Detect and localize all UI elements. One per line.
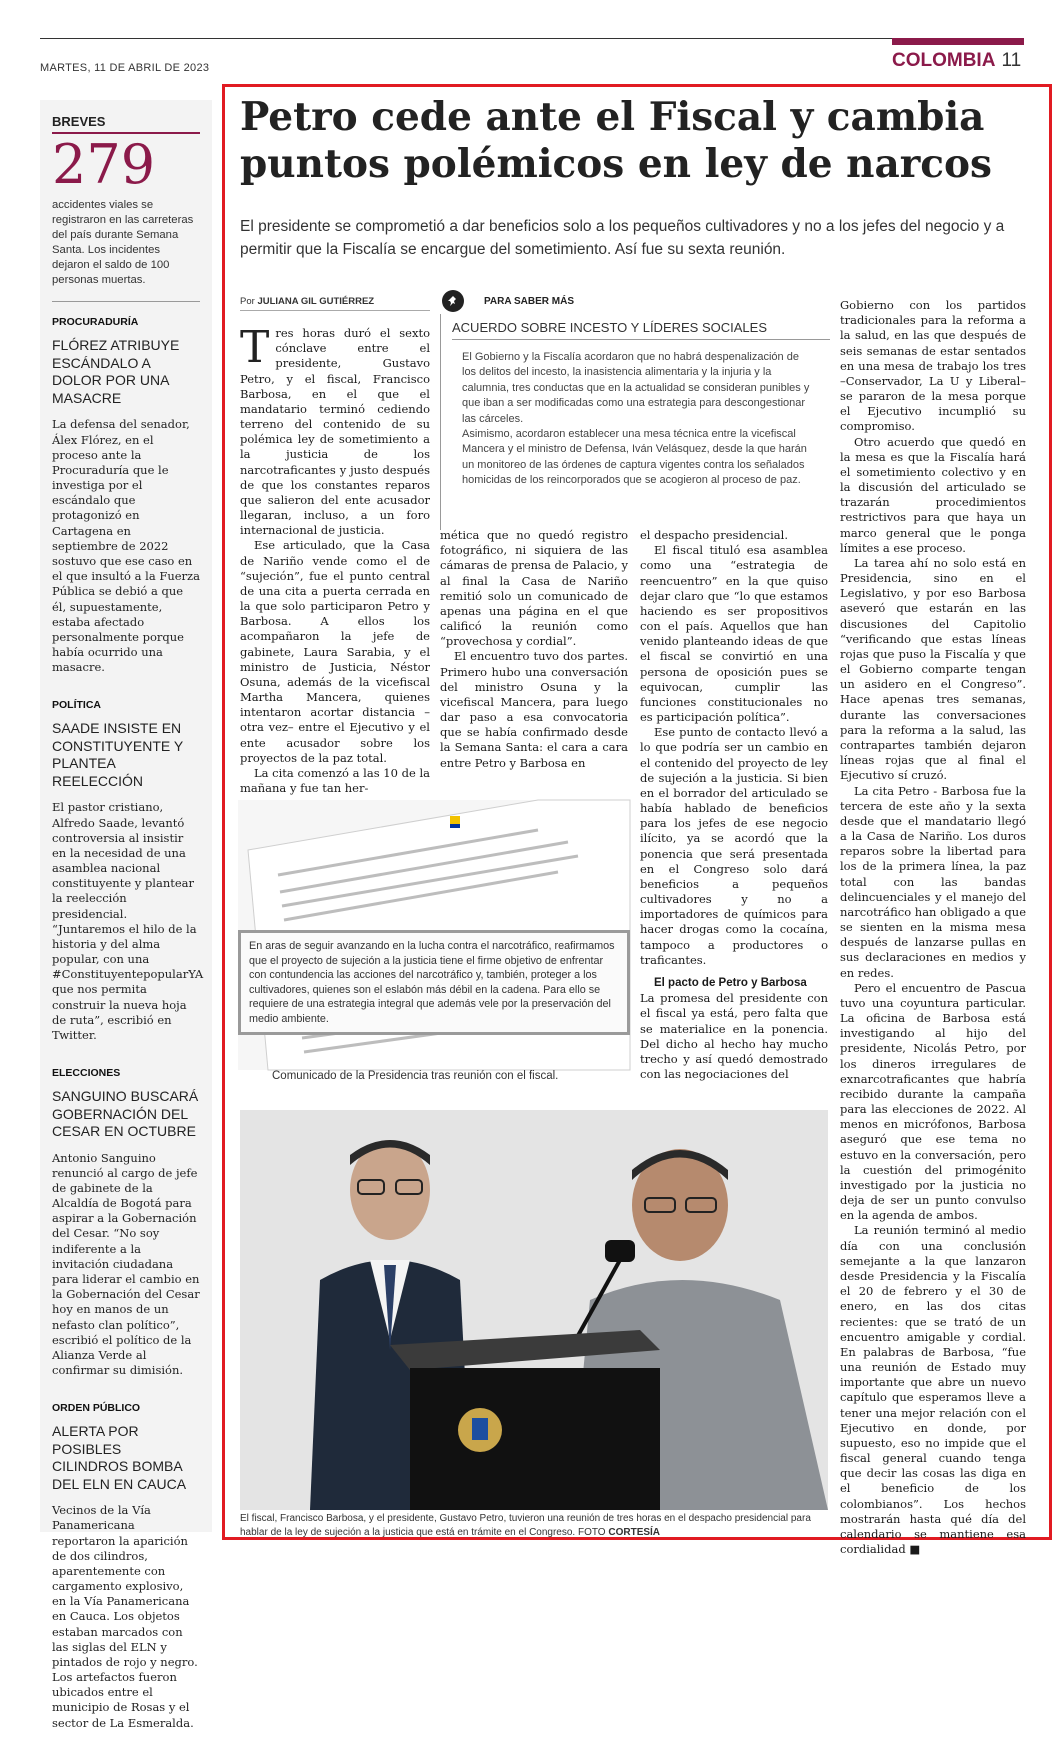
- brief-item: [52, 316, 200, 685]
- communique-quote: En aras de seguir avanzando en la lucha contra el narcotráfico, reafirmamos que el proyecto de sujeción a la justicia tiene el firme objetivo de enfrentar con contundencia las acciones del narcotráfico y, también, proteger a los cultivadores, quienes son el eslabón más débil en la cadena. Para ello se requiere de una estrategia integral que además vele por la preservación del medio ambiente.: [238, 930, 630, 1035]
- article-paragraph: Pero el encuentro de Pascua tuvo una coyuntura particular. La oficina de Barbosa está investigando al hijo del presidente, Nicolás Petro, por los dineros irregulares de exnarcotraficantes que habría recibido durante la campaña para las elecciones de 2022. Al menos en micrófonos, Barbosa aseguró que ese tema no estuvo en la conversación, pero la cuestión del primogénito investigado por la justicia no deja de ser un punto convulso en la agenda de ambos.: [840, 980, 1026, 1223]
- info-box-label: PARA SABER MÁS: [484, 295, 575, 307]
- briefs-label: BREVES: [52, 114, 200, 134]
- brief-category: ELECCIONES: [52, 1067, 121, 1080]
- highlight-number: 279: [52, 133, 156, 196]
- article-deck: El presidente se comprometió a dar beneficios solo a los pequeños cultivadores y no a los jefes del negocio y a permitir que la Fiscalía se encargue del sometimiento. Así fue su sexta reunión.: [240, 218, 1005, 258]
- meeting-photo: [240, 1110, 828, 1510]
- highlight-description: accidentes viales se registraron en las carreteras del país durante Semana Santa. Los incidentes dejaron el saldo de 100 personas muertas.: [52, 198, 200, 302]
- article-paragraph: El fiscal tituló esa asamblea como una “estrategia de reencuentro” en la que quiso dejar claro que “lo que estamos haciendo es ser propositivos con el país. Aquellos que han venido planteando ideas de que el fiscal se convirtió en una persona de oposición pues se equivocan, cumplir las funciones constitucionales no es participación política”.: [640, 543, 828, 725]
- article-paragraph: Tres horas duró el sexto cónclave entre el presidente, Gustavo Petro, y el fiscal, Francisco Barbosa, en el que el mandatario terminó cediendo terreno del contenido de su polémica ley de sometimiento a la justicia de los narcotraficantes y justo después de que los constantes reparos que salieron del ente acusador llegaran, incluso, a un foro internacional de justicia.: [240, 322, 430, 538]
- article-paragraph: Gobierno con los partidos tradicionales para la reforma a la salud, en las que después de seis semanas de estar sentados en una mesa de trabajo los tres –Conservador, La U y Liberal– se pararon de la mesa porque el Ejecutivo incumplió su compromiso.: [840, 298, 1026, 434]
- article-paragraph: La cita Petro - Barbosa fue la tercera de este año y la sexta desde que el mandatario llegó a la Casa de Nariño. Los duros reparos sobre la libertad para los de la primera línea, la paz total con las bandas delincuenciales y el manejo del narcotráfico han obligado a que se sienten en la misma mesa después de lanzarse pullas en sus declaraciones en medios y en redes.: [840, 783, 1026, 980]
- article-column-2: [440, 528, 628, 771]
- brief-body: La defensa del senador, Álex Flórez, en el proceso ante la Procuraduría que le investiga por el escándalo que protagonizó en Cartagena en septiembre de 2022 sostuvo que ese caso en el que insultó a la Fuerza Pública se debió a que él, supuestamente, estaba afectado personalmente porque había ocurrido una masacre.: [52, 417, 200, 675]
- info-box-header: [440, 290, 830, 312]
- article-paragraph: mética que no quedó registro fotográfico, ni siquiera de las cámaras de prensa de Palacio, y al final la Casa de Nariño remitió solo un comunicado de apenas una página en el que calificó la reunión como “provechosa y cordial”.: [440, 528, 628, 649]
- brief-headline: SANGUINO BUSCARÁ GOBERNACIÓN DEL CESAR EN OCTUBRE: [52, 1088, 199, 1140]
- brief-item: [52, 1067, 200, 1388]
- info-box-title: ACUERDO SOBRE INCESTO Y LÍDERES SOCIALES: [452, 320, 830, 340]
- brief-headline: SAADE INSISTE EN CONSTITUYENTE Y PLANTEA REELECCIÓN: [52, 720, 183, 789]
- article-paragraph: La tarea ahí no solo está en Presidencia, sino en el Legislativo, y por eso Barbosa aseveró que estarán en las discusiones del Capitolio “verificando que estas líneas rojas que puso la Fiscalía y que el Gobierno comparte tengan un asidero en el Congreso”. Hace apenas tres semanas, durante las conversaciones para la reforma a la salud, las contrapartes también dejaron líneas rojas que al final el Ejecutivo sí cruzó.: [840, 555, 1026, 783]
- section-name: COLOMBIA: [892, 50, 996, 71]
- article-column-3: [640, 528, 828, 1082]
- article-paragraph: Ese punto de contacto llevó a lo que podría ser un cambio en el contenido del proyecto de ley de sujeción a la justicia. Si bien en el borrador del articulado se había hablado de beneficios para los jefes de ese negocio ilícito, ya se acordó que la ponencia que será presentada en el Congreso solo dará beneficios a pequeños cultivadores y no a importadores de químicos para hacer drogas como la cocaína, tampoco a productores o traficantes.: [640, 725, 828, 967]
- article-column-4: [840, 298, 1026, 1557]
- photo-credit: FOTO CORTESÍA: [577, 1526, 661, 1538]
- communique-caption: Comunicado de la Presidencia tras reunión con el fiscal.: [272, 1070, 559, 1082]
- article-paragraph: La reunión terminó al medio día con una conclusión semejante a la que lanzaron desde Presidencia y la Fiscalía el 20 de febrero y el 30 de enero, en las dos citas recientes: que se trató de un encuentro amigable y cordial. En palabras de Barbosa, “fue una reunión de Estado muy importante que abre un nuevo capítulo que esperamos lleve a tener una mejor relación con el Ejecutivo en donde, por supuesto, eso no impide que el fiscal general cuando tenga que decir las cosas las diga en el beneficio de los colombianos”. Los hechos mostrarán hasta qué día del calendario se mantiene esa cordialidad ■: [840, 1223, 1026, 1557]
- brief-body: El pastor cristiano, Alfredo Saade, levantó controversia al insistir en la necesidad de una asamblea nacional constituyente y plantear la reelección presidencial. “Juntaremos el hilo de la historia y del alma popular, con una #ConstituyentepopularYA que nos permita construir la nueva hoja de ruta”, escribió en Twitter.: [52, 800, 204, 1042]
- article-paragraph: el despacho presidencial.: [640, 528, 788, 542]
- byline-author: JULIANA GIL GUTIÉRREZ: [257, 296, 375, 307]
- article-column-1: [240, 322, 430, 796]
- byline-prefix: Por: [240, 296, 255, 307]
- article-paragraph: Ese articulado, que la Casa de Nariño vende como el de “sujeción”, fue el punto central de una cita a puerta cerrada en la que solo participaron Petro y Barbosa. A ellos los acompañaron la jefe de gabinete, Laura Sarabia, y el ministro de Justicia, Néstor Osuna, además de la vicefiscal Martha Mancera, quienes intentaron acortar distancia –otra vez– entre el Ejecutivo y el ente acusador sobre los proyectos de la paz total.: [240, 538, 430, 765]
- article-paragraph: La promesa del presidente con el fiscal ya está, pero falta que se materialice en la ponencia. Del dicho al hecho hay mucho trecho y así quedó demostrado con las negociaciones del: [640, 991, 828, 1082]
- edition-date: MARTES, 11 DE ABRIL DE 2023: [40, 62, 210, 74]
- info-box-paragraph: El Gobierno y la Fiscalía acordaron que no habrá despenalización de los delitos del incesto, la inasistencia alimentaria y la injuria y la calumnia, tres conductas que en la actualidad se consideran punibles y que iban a ser modificadas como una estrategia para descongestionar las cárceles.: [462, 351, 810, 425]
- article-subhead: El pacto de Petro y Barbosa: [654, 976, 807, 989]
- brief-headline: FLÓREZ ATRIBUYE ESCÁNDALO A DOLOR POR UNA MASACRE: [52, 337, 180, 406]
- communique-image: [238, 800, 630, 1070]
- article-paragraph: Otro acuerdo que quedó en la mesa es que la Fiscalía hará el sometimiento colectivo y en la discusión del articulado se trazarán procedimientos restrictivos para que haya un marco general que le ponga límites a ese proceso.: [840, 434, 1026, 555]
- brief-category: ORDEN PÚBLICO: [52, 1402, 141, 1415]
- brief-category: POLÍTICA: [52, 699, 101, 712]
- photo-caption: El fiscal, Francisco Barbosa, y el presidente, Gustavo Petro, tuvieron una reunión de tres horas en el despacho presidencial para hablar de la ley de sujeción a la justicia que está en trámite en el Congreso. FOTO CORTESÍA: [240, 1513, 811, 1538]
- dropcap: T: [240, 322, 270, 373]
- briefs-sidebar: [40, 100, 212, 1730]
- brief-item: [52, 699, 204, 1053]
- info-box-rule: [440, 314, 441, 530]
- pin-icon: [442, 290, 464, 312]
- brief-item: [52, 1402, 200, 1741]
- brief-body: Vecinos de la Vía Panamericana reportaron la aparición de dos cilindros, aparentemente con cargamento explosivo, en la Vía Panamericana en Cauca. Los objetos estaban marcados con las siglas del ELN y pintados de rojo y negro. Los artefactos fueron ubicados entre el municipio de Rosas y el sector de La Esmeralda.: [52, 1503, 198, 1730]
- info-box-paragraph: Asimismo, acordaron establecer una mesa técnica entre la vicefiscal Mancera y el ministro de Defensa, Iván Velásquez, desde la que harán un monitoreo de las órdenes de captura vigentes contra los señalados homicidas de los reincorporados que se acogieron al proceso de paz.: [462, 427, 807, 487]
- meeting-photo-illustration: [240, 1110, 828, 1510]
- brief-headline: ALERTA POR POSIBLES CILINDROS BOMBA DEL ELN EN CAUCA: [52, 1423, 187, 1492]
- article-paragraph: El encuentro tuvo dos partes. Primero hubo una conversación del ministro Osuna y la vicefiscal Mancera, para luego dar paso a esa convocatoria que se había confirmado desde la Semana Santa: el cara a cara entre Petro y Barbosa en: [440, 649, 628, 770]
- section-label: [892, 50, 1021, 72]
- page-number: 11: [1001, 50, 1022, 71]
- info-box-body: [462, 350, 812, 489]
- brief-body: Antonio Sanguino renunció al cargo de jefe de gabinete de la Alcaldía de Bogotá para aspirar a la Gobernación del Cesar. “No soy indiferente a la invitación ciudadana para liderar el cambio en la Gobernación del Cesar hoy en manos de un nefasto clan político”, escribió el político de la Alianza Verde al confirmar su dimisión.: [52, 1150, 200, 1378]
- brief-category: PROCURADURÍA: [52, 316, 139, 329]
- article-headline: Petro cede ante el Fiscal y cambia puntos polémicos en ley de narcos: [240, 94, 992, 187]
- info-box: [440, 290, 830, 489]
- article-paragraph: La cita comenzó a las 10 de la mañana y fue tan her-: [240, 765, 430, 796]
- header-rule: [40, 38, 1024, 39]
- byline: [240, 296, 430, 311]
- section-color-tab: [892, 38, 1024, 45]
